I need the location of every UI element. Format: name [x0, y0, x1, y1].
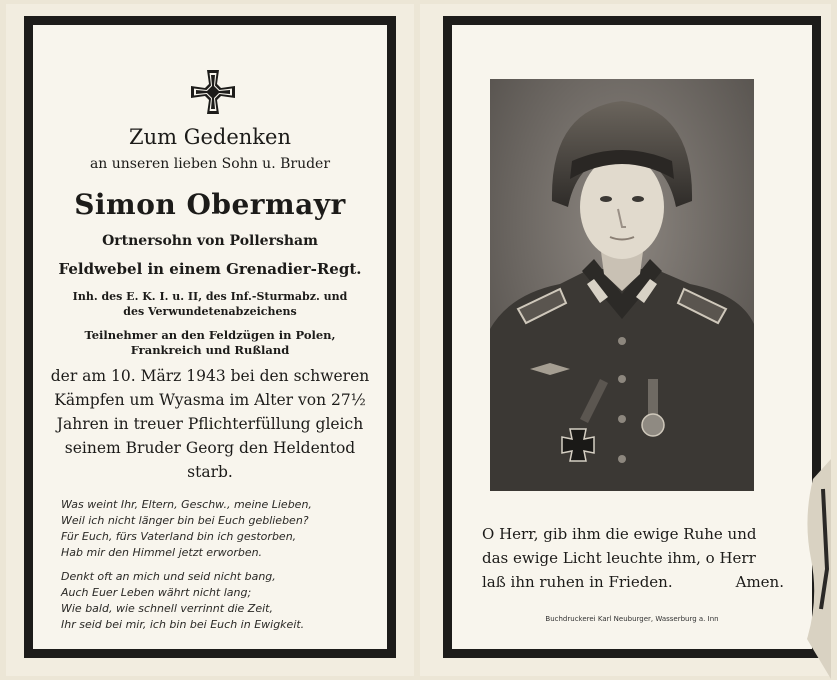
left-black-border	[24, 16, 396, 658]
death-line-5: starb.	[187, 463, 233, 481]
poem-line: Hab mir den Himmel jetzt erworben.	[61, 546, 263, 559]
decorations-line-1: Inh. des E. K. I. u. II, des Inf.-Sturmabz. und	[72, 290, 348, 303]
death-line-3: Jahren in treuer Pflichterfüllung gleich	[56, 415, 364, 433]
poem-line: Was weint Ihr, Eltern, Geschw., meine Lieben,	[61, 498, 312, 511]
death-line-2: Kämpfen um Wyasma im Alter von 27½	[54, 391, 366, 409]
rank-line: Feldwebel in einem Grenadier-Regt.	[58, 260, 362, 278]
poem-line: Denkt oft an mich und seid nicht bang,	[61, 570, 276, 583]
prayer-line-1: O Herr, gib ihm die ewige Ruhe und	[482, 525, 757, 543]
origin-line: Ortnersohn von Pollersham	[102, 233, 318, 249]
right-black-border	[443, 16, 821, 658]
prayer-amen: Amen.	[735, 573, 784, 591]
soldier-portrait-photo	[490, 79, 754, 491]
deceased-name: Simon Obermayr	[74, 188, 346, 221]
poem-stanza-2	[61, 569, 361, 633]
subheading: an unseren lieben Sohn u. Bruder	[89, 156, 331, 172]
left-card-content	[33, 25, 387, 649]
heading: Zum Gedenken	[129, 125, 291, 149]
prayer-line-3: laß ihn ruhen in Frieden.	[482, 573, 673, 591]
campaigns-line-1: Teilnehmer an den Feldzügen in Polen,	[84, 328, 336, 342]
prayer-line-2: das ewige Licht leuchte ihm, o Herr	[482, 549, 756, 567]
torn-edge-mark	[801, 459, 831, 679]
poem-line: Auch Euer Leben währt nicht lang;	[61, 586, 252, 599]
campaigns-line-2: Frankreich und Rußland	[130, 343, 290, 357]
prayer-text	[482, 522, 784, 594]
poem-line: Ihr seid bei mir, ich bin bei Euch in Ewigkeit.	[61, 618, 305, 631]
right-card-content	[452, 25, 812, 649]
death-line-4: seinem Bruder Georg den Heldentod	[64, 439, 356, 457]
death-line-1: der am 10. März 1943 bei den schweren	[50, 367, 370, 385]
poem-line: Für Euch, fürs Vaterland bin ich gestorben,	[61, 530, 297, 543]
poem-line: Wie bald, wie schnell verrinnt die Zeit,	[61, 602, 273, 615]
decorations-line-2: des Verwundetenabzeichens	[123, 305, 297, 318]
poem-line: Weil ich nicht länger bin bei Euch geblieben?	[61, 514, 309, 527]
left-card	[6, 4, 414, 676]
right-card	[420, 4, 831, 676]
printer-imprint: Buchdruckerei Karl Neuburger, Wasserburg a. Inn	[545, 615, 719, 623]
poem-stanza-1	[61, 497, 361, 561]
iron-cross-icon	[188, 67, 238, 117]
prayer-line-3-row	[482, 570, 784, 594]
